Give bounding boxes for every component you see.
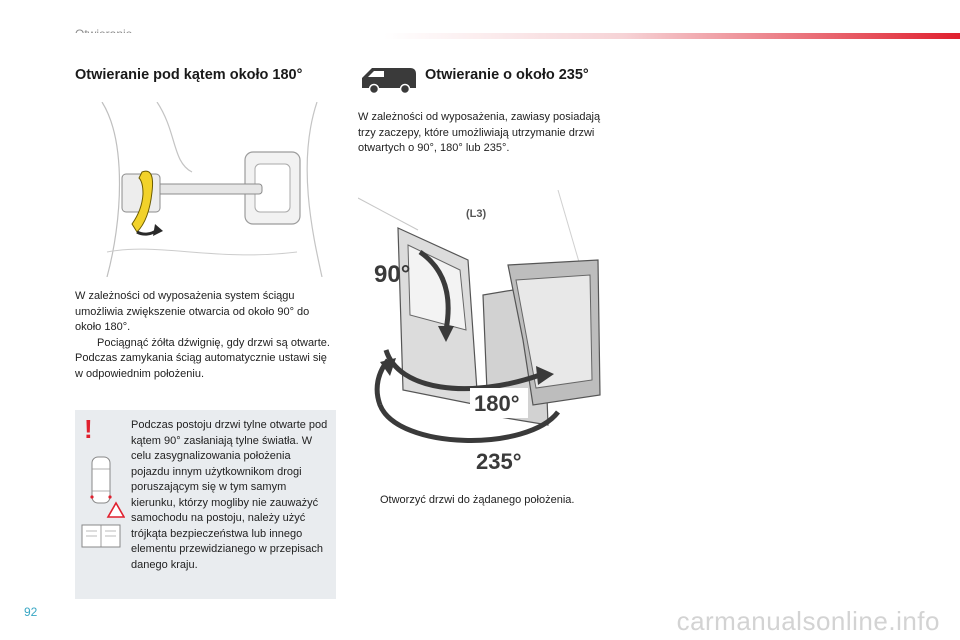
header-bar bbox=[0, 33, 960, 39]
warning-illustration bbox=[80, 455, 125, 550]
door-opening-figure bbox=[358, 190, 608, 475]
warning-mark: ! bbox=[84, 414, 93, 444]
right-heading: Otwieranie o około 235° bbox=[425, 67, 589, 83]
right-paragraph-1: W zależności od wyposażenia, zawiasy posiadają trzy zaczepy, które umożliwiają utrzymanie drzwi otwartych o 90°, 180° lub 235°. bbox=[358, 111, 601, 154]
right-bullet-item bbox=[358, 493, 640, 509]
warning-text: Podczas postoju drzwi tylne otwarte pod kątem 90° zasłaniają tylne światła. W celu zasygnalizowania położenia pojazdu innym użytkownikom drogi poruszającym się w tym samym kierunku, którzy mogliby nie zauważyć samochodu na postoju, należy użyć trójkąta bezpieczeństwa lub innego elementu przewidzianego w przepisach danego kraju. bbox=[131, 419, 328, 571]
right-bullet-text: Otworzyć drzwi do żądanego położenia. bbox=[380, 494, 575, 506]
warning-box bbox=[75, 410, 336, 599]
label-235: 235° bbox=[476, 449, 522, 474]
page-number: 92 bbox=[24, 605, 38, 619]
watermark: carmanualsonline.info bbox=[676, 606, 940, 636]
van-icon bbox=[358, 64, 420, 94]
left-para1-text: W zależności od wyposażenia system ściągu umożliwia zwiększenie otwarcia od około 90° do około 180°. bbox=[75, 290, 310, 333]
door-strap-figure bbox=[97, 102, 327, 277]
left-heading: Otwieranie pod kątem około 180° bbox=[75, 67, 303, 83]
left-bullet-text: Pociągnąć żółta dźwignię, gdy drzwi są otwarte. bbox=[97, 336, 330, 349]
left-para2-text: Podczas zamykania ściąg automatycznie ustawi się w odpowiednim położeniu. bbox=[75, 352, 327, 380]
label-90: 90° bbox=[374, 261, 411, 288]
label-model: (L3) bbox=[466, 208, 487, 220]
left-paragraph-1 bbox=[75, 289, 330, 382]
left-bullet-item bbox=[75, 336, 330, 352]
label-180: 180° bbox=[474, 391, 520, 416]
